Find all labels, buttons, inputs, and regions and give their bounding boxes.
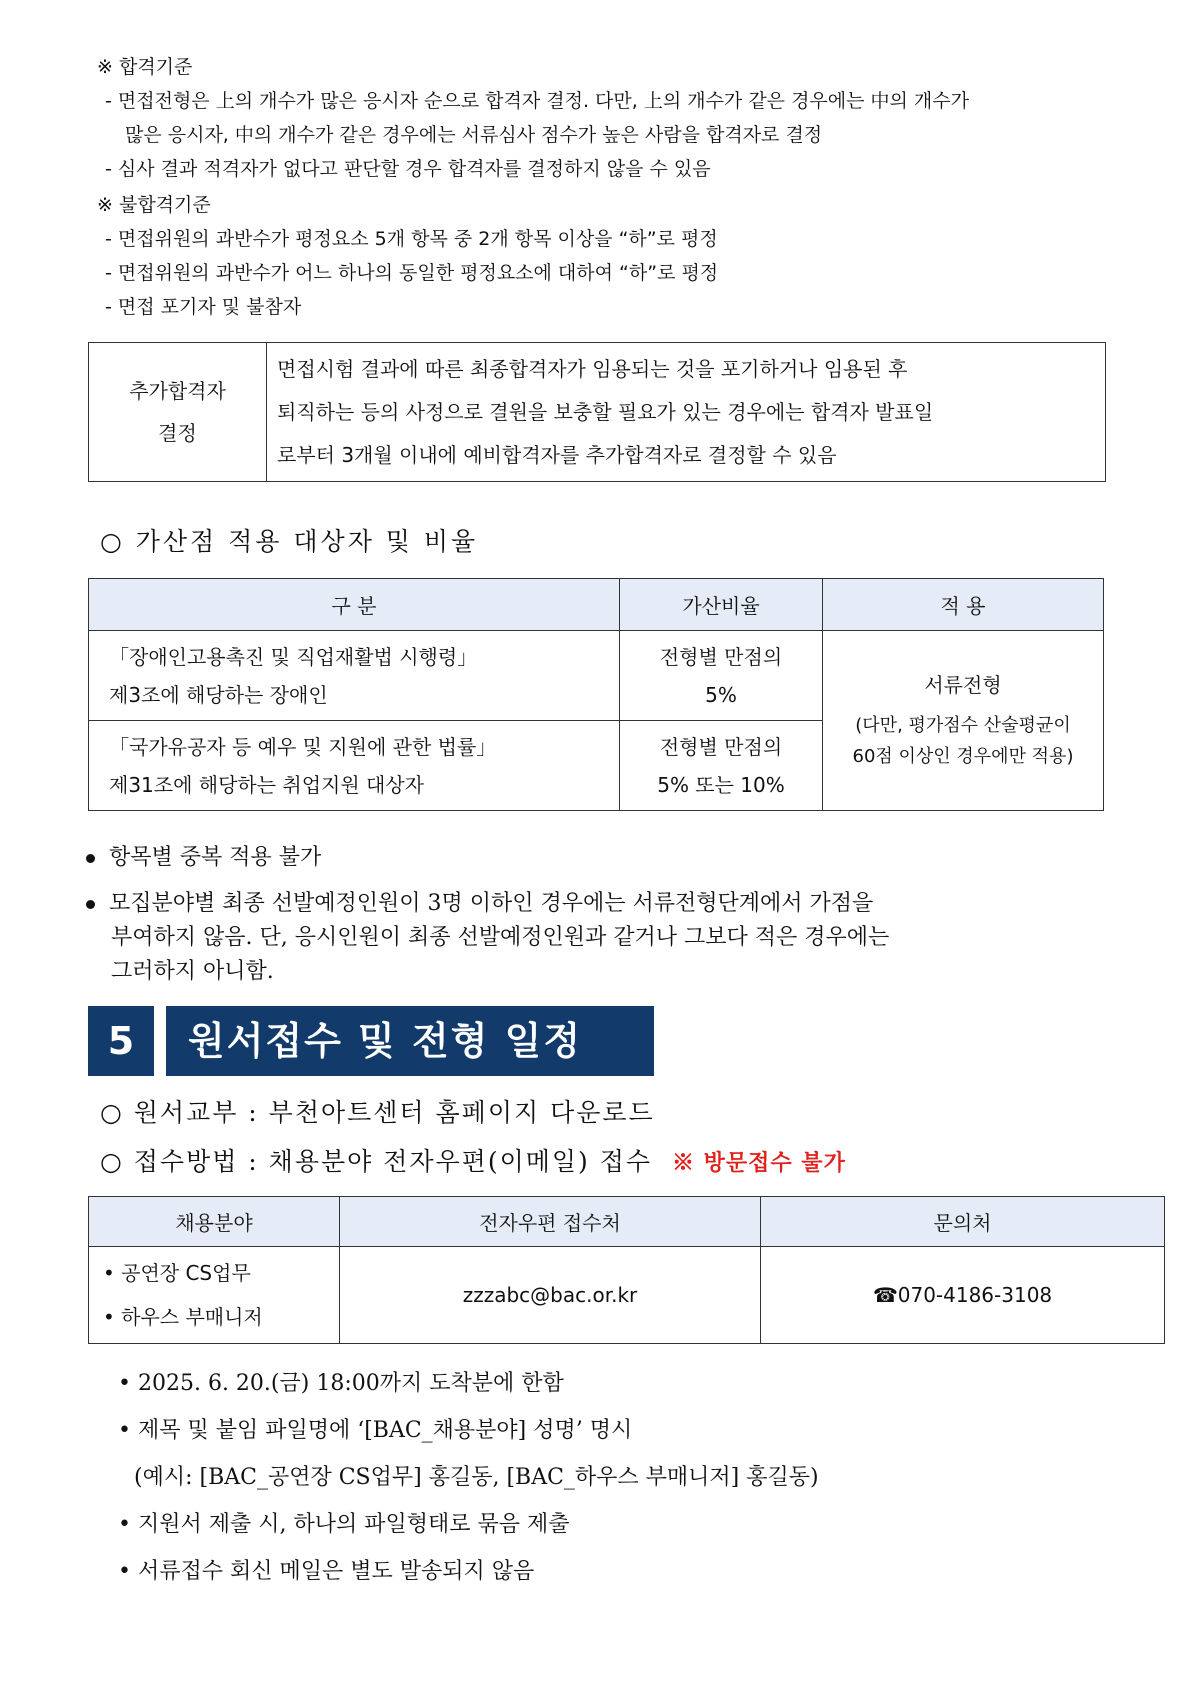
bonus-header-rate: 가산비율 <box>620 579 823 631</box>
bonus-header-category: 구 분 <box>89 579 620 631</box>
bonus-table <box>88 578 1104 811</box>
no-reply-note: • 서류접수 회신 메일은 별도 발송되지 않음 <box>118 1559 535 1584</box>
section-number: 5 <box>88 1006 154 1076</box>
contact-email[interactable]: zzzabc@bac.or.kr <box>340 1247 761 1344</box>
bonus-row-rate <box>620 631 823 721</box>
rate-line: 5% 또는 10% <box>657 772 785 797</box>
pass-criteria-item: - 심사 결과 적격자가 없다고 판단할 경우 합격자를 결정하지 않을 수 있음 <box>105 158 711 180</box>
application-method-text: ○ 접수방법 : 채용분야 전자우편(이메일) 접수 <box>100 1147 653 1176</box>
application-form-line: ○ 원서교부 : 부천아트센터 홈페이지 다운로드 <box>100 1098 655 1127</box>
text-line: 퇴직하는 등의 사정으로 결원을 보충할 필요가 있는 경우에는 합격자 발표일 <box>277 399 934 424</box>
cat-line: 「국가유공자 등 예우 및 지원에 관한 법률」 <box>109 734 497 759</box>
apply-main: 서류전형 <box>924 673 1002 697</box>
bonus-note-text: 모집분야별 최종 선발예정인원이 3명 이하인 경우에는 서류전형단계에서 가점을 <box>109 891 874 916</box>
bonus-note <box>86 840 321 871</box>
field-item: • 하우스 부매니저 <box>103 1305 263 1329</box>
pass-criteria-item: - 면접전형은 上의 개수가 많은 응시자 순으로 합격자 결정. 다만, 上의 개수가 같은 경우에는 中의 개수가 <box>105 90 969 112</box>
bullet-icon <box>86 900 95 909</box>
cat-line: 제31조에 해당하는 취업지원 대상자 <box>109 772 425 797</box>
additional-pass-label <box>89 343 267 482</box>
bonus-row-category <box>89 721 620 811</box>
label-line: 추가합격자 <box>129 379 226 403</box>
file-format-note: • 지원서 제출 시, 하나의 파일형태로 묶음 제출 <box>118 1512 570 1537</box>
fail-criteria-item: - 면접위원의 과반수가 어느 하나의 동일한 평정요소에 대하여 “하”로 평정 <box>105 262 719 284</box>
additional-pass-text <box>267 343 1106 482</box>
fail-criteria-heading: ※ 불합격기준 <box>97 194 211 216</box>
bonus-note-cont: 그러하지 아니함. <box>111 959 274 984</box>
application-method-line <box>100 1142 846 1178</box>
filename-example: (예시: [BAC_공연장 CS업무] 홍길동, [BAC_하우스 부매니저] 홍길동) <box>134 1465 819 1490</box>
rate-line: 5% <box>705 682 737 707</box>
fail-criteria-item: - 면접 포기자 및 불참자 <box>105 296 302 318</box>
contact-phone[interactable]: ☎070-4186-3108 <box>761 1247 1165 1344</box>
pass-criteria-item: 많은 응시자, 中의 개수가 같은 경우에는 서류심사 점수가 높은 사람을 합격자로 결정 <box>125 124 823 146</box>
section-title: 원서접수 및 전형 일정 <box>166 1006 654 1076</box>
contact-header-email: 전자우편 접수처 <box>340 1197 761 1247</box>
bonus-note-text: 항목별 중복 적용 불가 <box>109 845 322 870</box>
label-line: 결정 <box>158 421 197 445</box>
fail-criteria-item: - 면접위원의 과반수가 평정요소 5개 항목 중 2개 항목 이상을 “하”로 평정 <box>105 228 718 250</box>
visit-warning: ※ 방문접수 불가 <box>671 1150 846 1176</box>
bonus-row-rate <box>620 721 823 811</box>
contact-table <box>88 1196 1165 1344</box>
pass-criteria-heading: ※ 합격기준 <box>97 56 193 78</box>
apply-note: 60점 이상인 경우에만 적용) <box>852 746 1074 767</box>
filename-note: • 제목 및 붙임 파일명에 ‘[BAC_채용분야] 성명’ 명시 <box>118 1418 633 1443</box>
cat-line: 「장애인고용촉진 및 직업재활법 시행령」 <box>109 644 478 669</box>
contact-header-inquiry: 문의처 <box>761 1197 1165 1247</box>
field-item: • 공연장 CS업무 <box>103 1261 251 1285</box>
bullet-icon <box>86 854 95 863</box>
bonus-apply-cell <box>823 631 1104 811</box>
bonus-note <box>86 886 873 917</box>
contact-fields-cell <box>89 1247 340 1344</box>
bonus-row-category <box>89 631 620 721</box>
contact-header-field: 채용분야 <box>89 1197 340 1247</box>
bonus-section-title: ○ 가산점 적용 대상자 및 비율 <box>100 527 479 556</box>
bonus-header-apply: 적 용 <box>823 579 1104 631</box>
text-line: 면접시험 결과에 따른 최종합격자가 임용되는 것을 포기하거나 임용된 후 <box>277 356 908 381</box>
rate-line: 전형별 만점의 <box>659 734 783 759</box>
apply-note: (다만, 평가점수 산술평균이 <box>855 715 1071 736</box>
bonus-note-cont: 부여하지 않음. 단, 응시인원이 최종 선발예정인원과 같거나 그보다 적은 경우에는 <box>111 925 890 950</box>
deadline-note: • 2025. 6. 20.(금) 18:00까지 도착분에 한함 <box>118 1371 564 1396</box>
rate-line: 전형별 만점의 <box>659 644 783 669</box>
cat-line: 제3조에 해당하는 장애인 <box>109 682 328 707</box>
additional-pass-table <box>88 342 1106 482</box>
text-line: 로부터 3개월 이내에 예비합격자를 추가합격자로 결정할 수 있음 <box>277 442 837 467</box>
